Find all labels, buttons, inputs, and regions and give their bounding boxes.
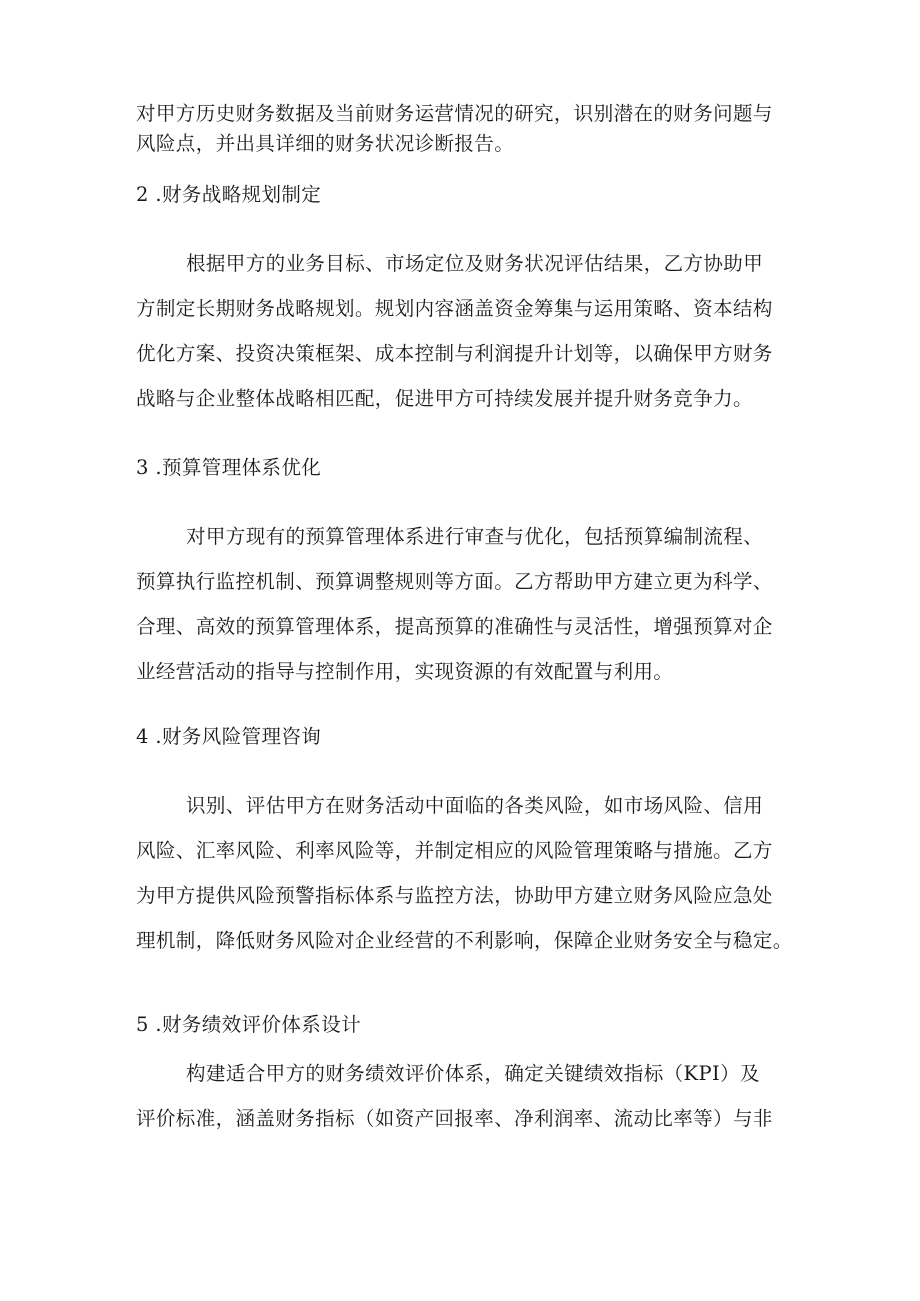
section-4-line-4: 理机制，降低财务风险对企业经营的不利影响，保障企业财务安全与稳定。 xyxy=(136,929,793,952)
section-2-line-3: 优化方案、投资决策框架、成本控制与利润提升计划等，以确保甲方财务 xyxy=(136,342,773,365)
section-4-line-2: 风险、汇率风险、利率风险等，并制定相应的风险管理策略与措施。乙方 xyxy=(136,839,773,862)
section-3-line-3: 合理、高效的预算管理体系，提高预算的准确性与灵活性，增强预算对企 xyxy=(136,615,773,638)
section-3-line-4: 业经营活动的指导与控制作用，实现资源的有效配置与利用。 xyxy=(136,660,674,683)
section-5-line-2: 评价标准，涵盖财务指标（如资产回报率、净利润率、流动比率等）与非 xyxy=(136,1107,773,1130)
intro-line-1: 对甲方历史财务数据及当前财务运营情况的研究，识别潜在的财务问题与 xyxy=(136,102,773,125)
section-3-heading: 3 .预算管理体系优化 xyxy=(136,456,322,479)
section-2-heading: 2 .财务战略规划制定 xyxy=(136,183,322,206)
section-3-line-1: 对甲方现有的预算管理体系进行审查与优化，包括预算编制流程、 xyxy=(186,525,764,548)
section-2-line-2: 方制定长期财务战略规划。规划内容涵盖资金筹集与运用策略、资本结构 xyxy=(136,297,773,320)
intro-line-2: 风险点，并出具详细的财务状况诊断报告。 xyxy=(136,132,515,155)
section-5-heading: 5 .财务绩效评价体系设计 xyxy=(136,1013,362,1036)
section-4-heading: 4 .财务风险管理咨询 xyxy=(136,725,322,748)
section-2-line-1: 根据甲方的业务目标、市场定位及财务状况评估结果，乙方协助甲 xyxy=(186,252,764,275)
section-5-line-1: 构建适合甲方的财务绩效评价体系，确定关键绩效指标（KPI）及 xyxy=(186,1062,760,1085)
section-2-line-4: 战略与企业整体战略相匹配，促进甲方可持续发展并提升财务竞争力。 xyxy=(136,387,753,410)
section-4-line-1: 识别、评估甲方在财务活动中面临的各类风险，如市场风险、信用 xyxy=(186,794,764,817)
section-4-line-3: 为甲方提供风险预警指标体系与监控方法，协助甲方建立财务风险应急处 xyxy=(136,884,773,907)
section-3-line-2: 预算执行监控机制、预算调整规则等方面。乙方帮助甲方建立更为科学、 xyxy=(136,570,773,593)
